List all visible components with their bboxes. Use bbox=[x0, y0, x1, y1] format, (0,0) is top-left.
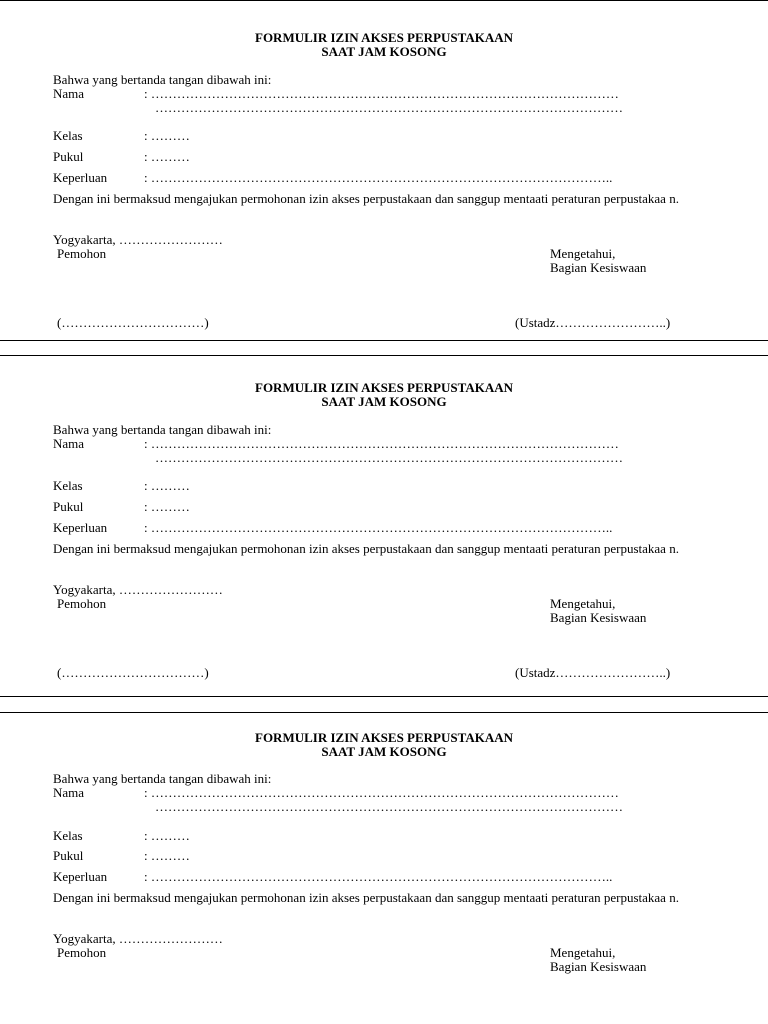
ustadz-signature-line: (Ustadz……………………..) bbox=[515, 665, 671, 680]
keperluan-label: Keperluan bbox=[53, 869, 108, 884]
pukul-label: Pukul bbox=[53, 848, 84, 863]
kelas-label: Kelas bbox=[53, 828, 83, 843]
keperluan-label: Keperluan bbox=[53, 170, 108, 185]
permission-form bbox=[0, 700, 768, 1024]
form-title: FORMULIR IZIN AKSES PERPUSTAKAAN bbox=[255, 30, 513, 45]
nama-field[interactable]: : ……………………………………………………………………………………………… bbox=[144, 86, 619, 101]
nama-field-line2[interactable]: ……………………………………………………………………………………………… bbox=[155, 450, 623, 465]
nama-label: Nama bbox=[53, 86, 85, 101]
pukul-label: Pukul bbox=[53, 499, 84, 514]
pukul-field[interactable]: : ……… bbox=[144, 848, 190, 863]
intro-text: Bahwa yang bertanda tangan dibawah ini: bbox=[53, 422, 272, 437]
form-subtitle: SAAT JAM KOSONG bbox=[321, 44, 447, 59]
nama-field-line2[interactable]: ……………………………………………………………………………………………… bbox=[155, 100, 623, 115]
kelas-field[interactable]: : ……… bbox=[144, 828, 190, 843]
place-date: Yogyakarta, …………………… bbox=[53, 232, 223, 247]
pukul-label: Pukul bbox=[53, 149, 84, 164]
nama-field[interactable]: : ……………………………………………………………………………………………… bbox=[144, 785, 619, 800]
ustadz-signature-line: (Ustadz……………………..) bbox=[515, 315, 671, 330]
kelas-field[interactable]: : ……… bbox=[144, 128, 190, 143]
kelas-label: Kelas bbox=[53, 478, 83, 493]
bagian-label: Bagian Kesiswaan bbox=[550, 610, 647, 625]
place-date: Yogyakarta, …………………… bbox=[53, 582, 223, 597]
keperluan-field[interactable]: : …………………………………………………………………………………………….. bbox=[144, 869, 613, 884]
nama-label: Nama bbox=[53, 785, 85, 800]
form-title: FORMULIR IZIN AKSES PERPUSTAKAAN bbox=[255, 380, 513, 395]
bagian-label: Bagian Kesiswaan bbox=[550, 959, 647, 974]
form-subtitle: SAAT JAM KOSONG bbox=[321, 394, 447, 409]
pemohon-label: Pemohon bbox=[57, 246, 107, 261]
divider bbox=[0, 696, 768, 697]
nama-label: Nama bbox=[53, 436, 85, 451]
form-subtitle: SAAT JAM KOSONG bbox=[321, 744, 447, 759]
statement-text: Dengan ini bermaksud mengajukan permohonan izin akses perpustakaan dan sanggup mentaati peraturan perpustakaa n. bbox=[53, 191, 679, 206]
nama-field[interactable]: : ……………………………………………………………………………………………… bbox=[144, 436, 619, 451]
mengetahui-label: Mengetahui, bbox=[550, 596, 616, 611]
statement-text: Dengan ini bermaksud mengajukan permohonan izin akses perpustakaan dan sanggup mentaati peraturan perpustakaa n. bbox=[53, 541, 679, 556]
mengetahui-label: Mengetahui, bbox=[550, 246, 616, 261]
pemohon-signature-line: (……………………………) bbox=[57, 665, 209, 680]
pemohon-label: Pemohon bbox=[57, 596, 107, 611]
keperluan-label: Keperluan bbox=[53, 520, 108, 535]
form-title: FORMULIR IZIN AKSES PERPUSTAKAAN bbox=[255, 730, 513, 745]
keperluan-field[interactable]: : …………………………………………………………………………………………….. bbox=[144, 170, 613, 185]
pemohon-label: Pemohon bbox=[57, 945, 107, 960]
permission-form bbox=[0, 0, 768, 340]
intro-text: Bahwa yang bertanda tangan dibawah ini: bbox=[53, 771, 272, 786]
pukul-field[interactable]: : ……… bbox=[144, 149, 190, 164]
pemohon-signature-line: (……………………………) bbox=[57, 315, 209, 330]
nama-field-line2[interactable]: ……………………………………………………………………………………………… bbox=[155, 799, 623, 814]
mengetahui-label: Mengetahui, bbox=[550, 945, 616, 960]
keperluan-field[interactable]: : …………………………………………………………………………………………….. bbox=[144, 520, 613, 535]
place-date: Yogyakarta, …………………… bbox=[53, 931, 223, 946]
pukul-field[interactable]: : ……… bbox=[144, 499, 190, 514]
permission-form bbox=[0, 350, 768, 690]
intro-text: Bahwa yang bertanda tangan dibawah ini: bbox=[53, 72, 272, 87]
kelas-label: Kelas bbox=[53, 128, 83, 143]
bagian-label: Bagian Kesiswaan bbox=[550, 260, 647, 275]
statement-text: Dengan ini bermaksud mengajukan permohonan izin akses perpustakaan dan sanggup mentaati peraturan perpustakaa n. bbox=[53, 890, 679, 905]
kelas-field[interactable]: : ……… bbox=[144, 478, 190, 493]
divider bbox=[0, 340, 768, 341]
